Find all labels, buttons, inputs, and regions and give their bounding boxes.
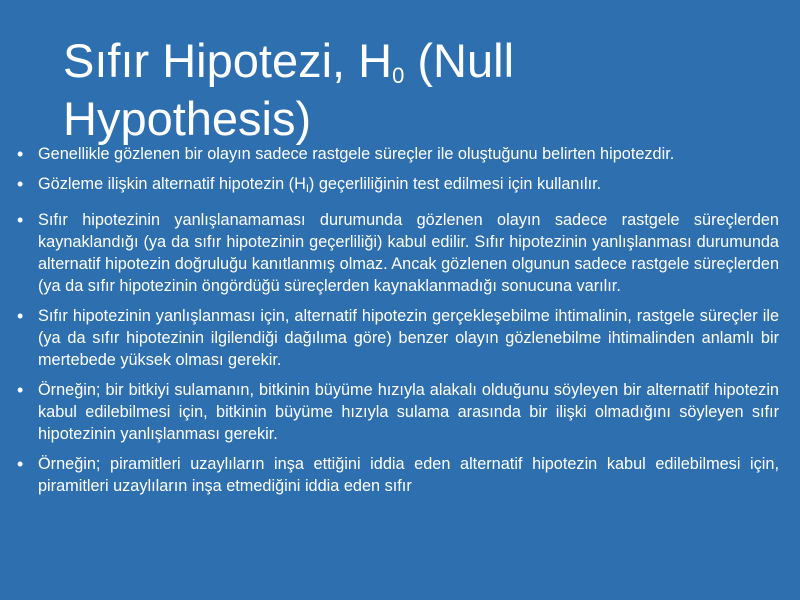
bullet-subscript: I [305, 183, 309, 195]
title-subscript: 0 [392, 63, 405, 88]
bullet-text: Genellikle gözlenen bir olayın sadece rastgele süreçler ile oluştuğunu belirten hipotezdir. [38, 145, 675, 163]
bullet-text: Sıfır hipotezinin yanlışlanması için, alternatif hipotezin gerçekleşebilme ihtimalinin, rastgele süreçler ile (ya da sıfır hipotezinin ilgilendiği dağılıma göre) benzer olayın gözlenebilme ihtimalinden anlamlı bir mertebede yüksek olması gerekir. [38, 307, 779, 369]
bullet-item [17, 305, 779, 371]
bullet-item [17, 453, 779, 497]
bullet-text: ) geçerliliğinin test edilmesi için kullanılır. [308, 175, 602, 193]
bullet-item [17, 379, 779, 445]
bullet-text: Örneğin; bir bitkiyi sulamanın, bitkinin büyüme hızıyla alakalı olduğunu söyleyen bir alternatif hipotezin kabul edilebilmesi için, bitkinin büyüme hızıyla sulama arasında bir ilişki olmadığını söyleyen sıfır hipotezinin yanlışlanması gerekir. [38, 381, 779, 443]
bullet-item [17, 173, 779, 195]
title-rest: (Null Hypothesis) [63, 34, 515, 145]
bullet-text: Sıfır hipotezinin yanlışlanamaması durumunda gözlenen olayın sadece rastgele süreçlerden kaynaklandığı (ya da sıfır hipotezinin geçerliliği) kabul edilir. Sıfır hipotezinin yanlışlanması durumunda alternatif hipotezin doğruluğu kanıtlanmış olmaz. Ancak gözlenen olgunun sadece rastgele süreçlerden (ya da sıfır hipotezinin öngördüğü süreçlerden kaynaklanmadığı sonucuna varılır. [38, 211, 779, 295]
bullet-item [17, 209, 779, 297]
bullet-text: Gözleme ilişkin alternatif hipotezin (H [38, 175, 306, 193]
slide-title [63, 32, 763, 148]
title-main: Sıfır Hipotezi, H [63, 34, 393, 87]
bullet-text: Örneğin; piramitleri uzaylıların inşa ettiğini iddia eden alternatif hipotezin kabul edilebilmesi için, piramitleri uzaylıların inşa etmediğini iddia eden sıfır [38, 455, 779, 495]
bullet-item [17, 143, 779, 165]
bullet-list [17, 143, 779, 505]
